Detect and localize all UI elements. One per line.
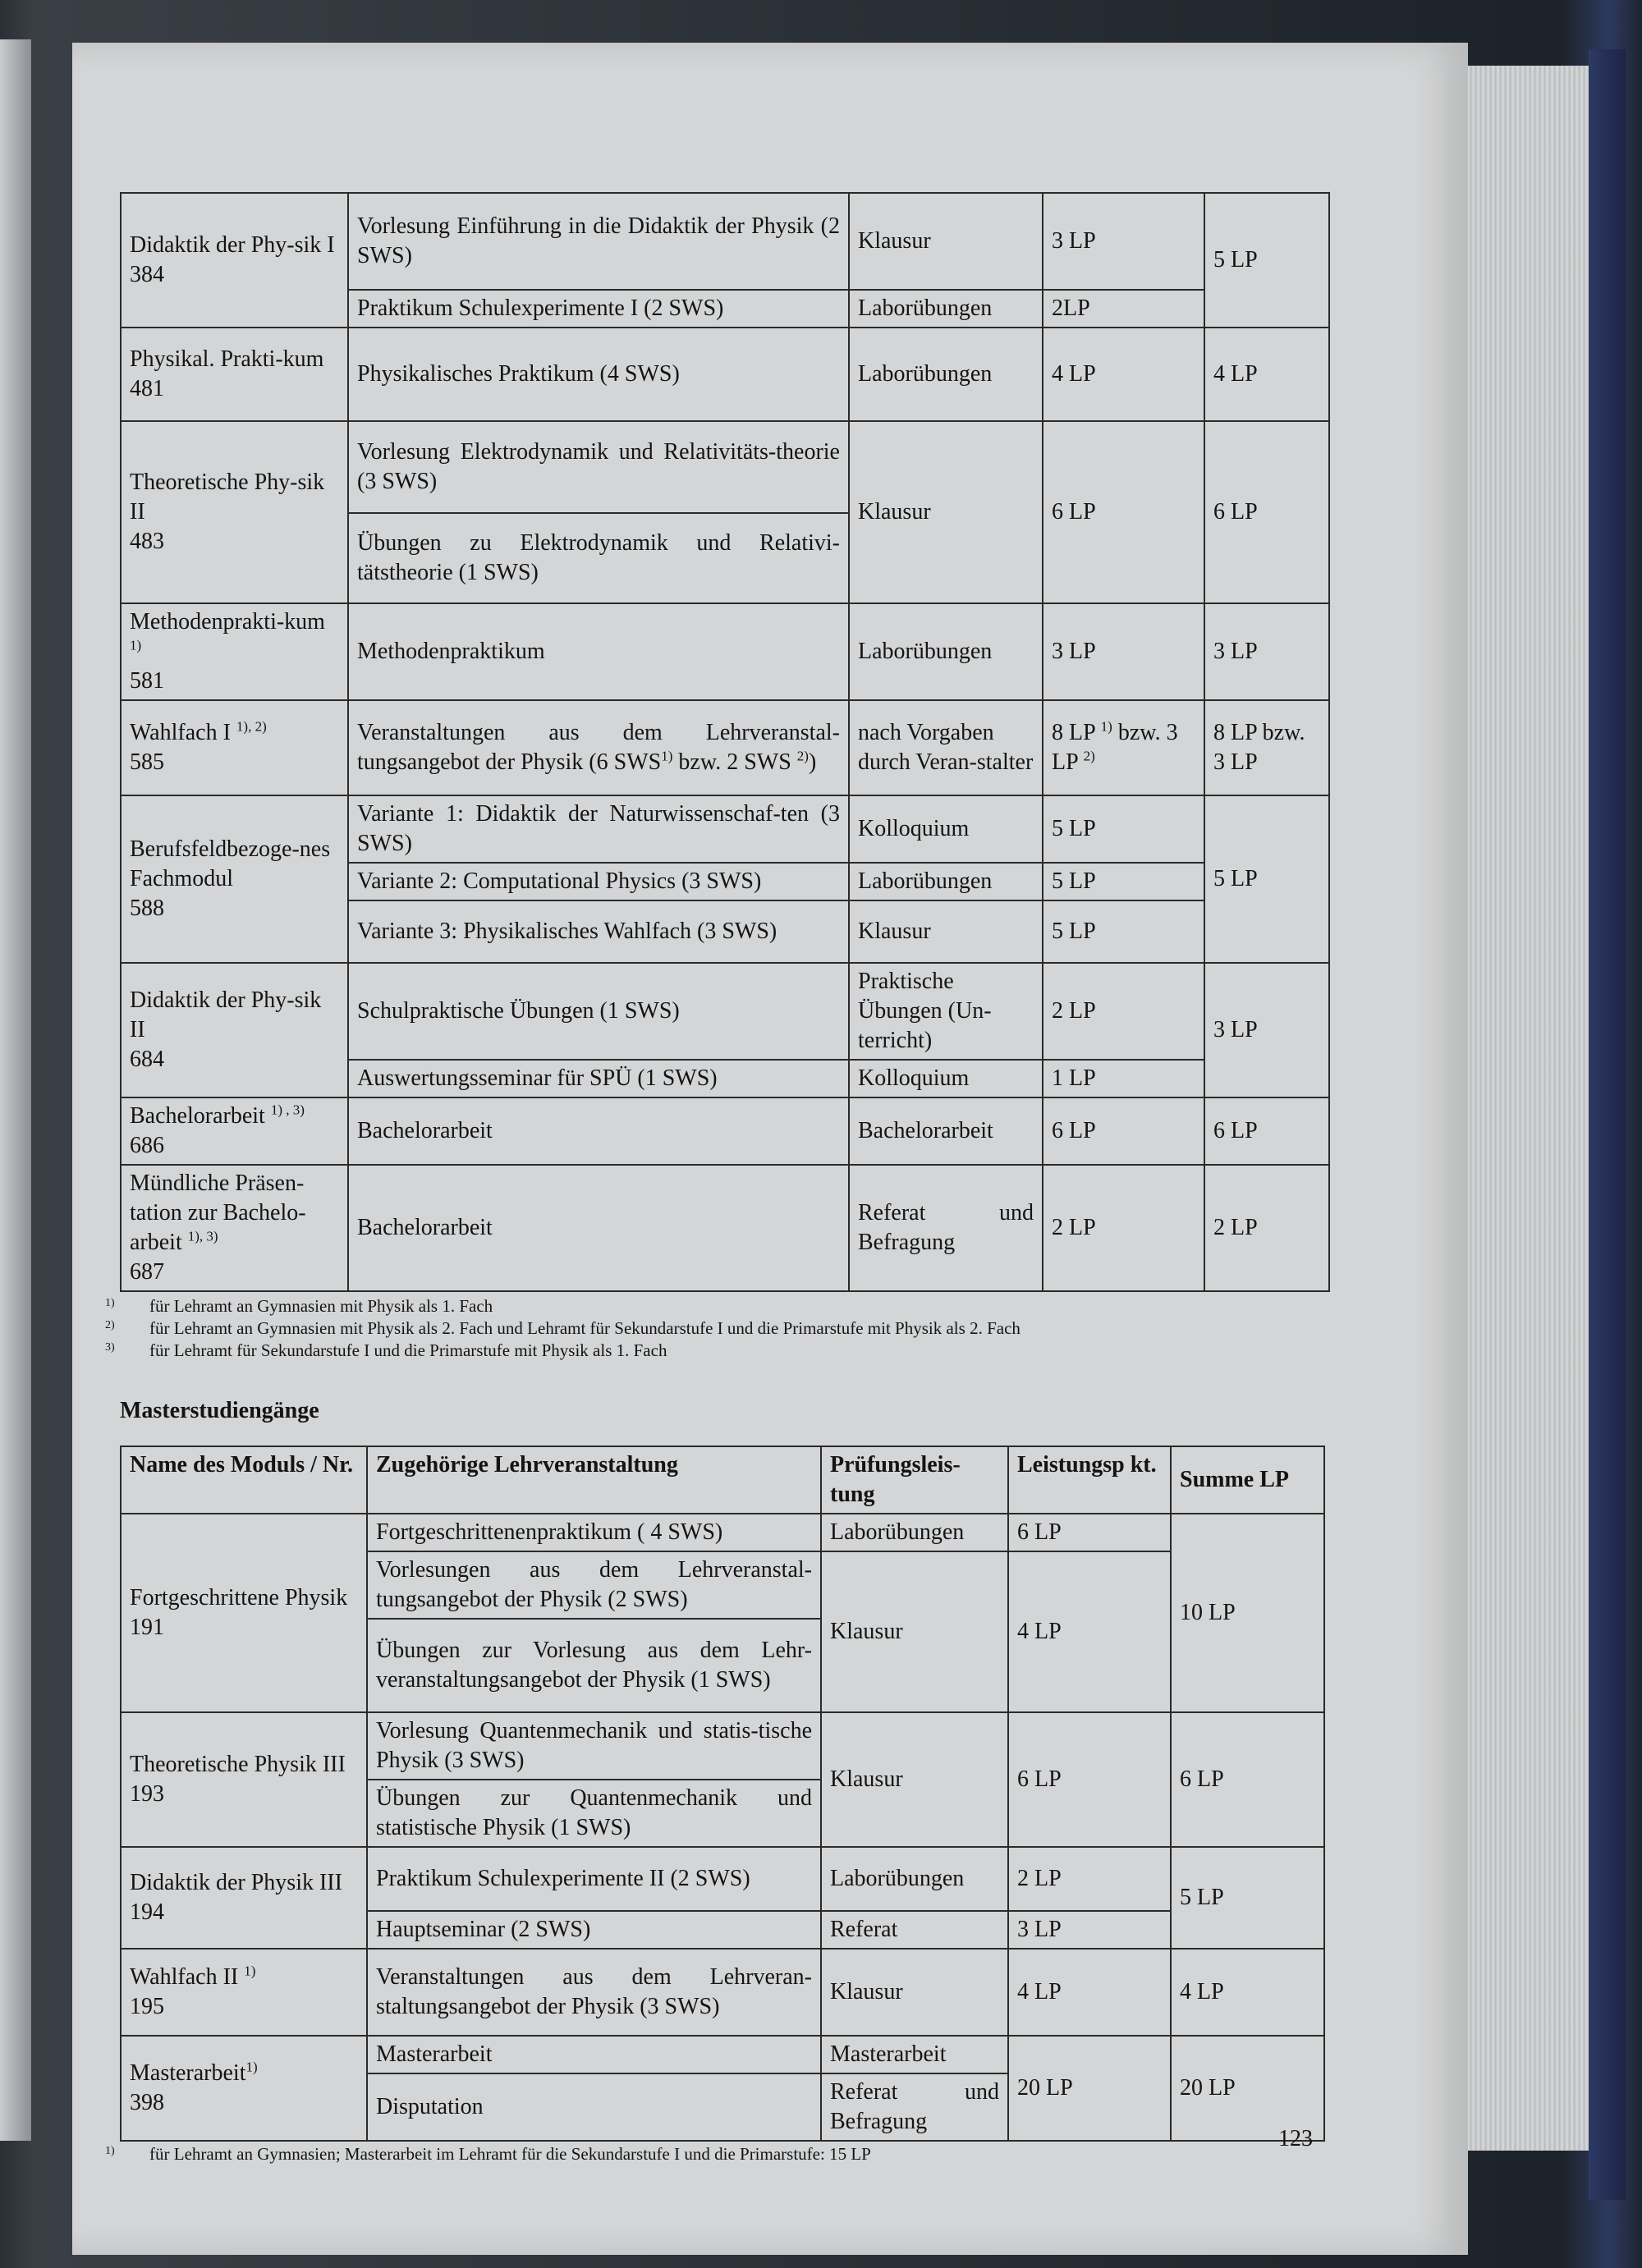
module-cell: Didaktik der Phy-sik II 684 [121,963,348,1097]
table-row [121,421,1329,513]
module-cell: Wahlfach II $^{1)}$ 195 [121,1949,367,2036]
footnote: 1) für Lehramt an Gymnasien mit Physik als 1. Fach [105,1296,493,1316]
lp-cell: 3 LP [1043,193,1204,290]
course-cell: Vorlesungen aus dem Lehrveranstal-tungsangebot der Physik (2 SWS) [367,1551,821,1619]
course-cell: Schulpraktische Übungen (1 SWS) [348,963,849,1060]
exam-cell: Laborübungen [849,603,1043,700]
table-row [121,700,1329,795]
header-course: Zugehörige Lehrveranstaltung [367,1446,821,1514]
header-lp: Leistungsp kt. [1008,1446,1171,1514]
lp-cell: 1 LP [1043,1060,1204,1097]
lp-cell: 4 LP [1008,1551,1171,1712]
exam-cell: Laborübungen [849,328,1043,421]
course-cell: Physikalisches Praktikum (4 SWS) [348,328,849,421]
lp-cell: 3 LP [1043,603,1204,700]
module-cell: Didaktik der Phy-sik I 384 [121,193,348,328]
course-cell: Übungen zur Vorlesung aus dem Lehr-veranstaltungsangebot der Physik (1 SWS) [367,1619,821,1712]
exam-cell: Masterarbeit [821,2036,1008,2073]
sum-cell: 20 LP [1171,2036,1324,2141]
sum-cell: 10 LP [1171,1514,1324,1712]
book-cover [1589,49,1626,2200]
course-cell: Vorlesung Einführung in die Didaktik der Physik (2 SWS) [348,193,849,290]
exam-cell: Bachelorarbeit [849,1097,1043,1165]
sum-cell: 4 LP [1204,328,1329,421]
course-cell: Vorlesung Elektrodynamik und Relativitäts-theorie (3 SWS) [348,421,849,513]
course-cell: Fortgeschrittenenpraktikum ( 4 SWS) [367,1514,821,1551]
page-stack-edge [1461,66,1593,2151]
course-cell: Auswertungsseminar für SPÜ (1 SWS) [348,1060,849,1097]
table-row [121,1847,1324,1911]
master-module-table [120,1446,1325,2142]
exam-cell: Praktische Übungen (Un-terricht) [849,963,1043,1060]
exam-cell: Referat und Befragung [821,2073,1008,2141]
exam-cell: Klausur [849,900,1043,963]
facing-page-edge [0,39,31,2141]
lp-cell: 6 LP [1043,421,1204,603]
table-row [121,1514,1324,1551]
table-row [121,1712,1324,1780]
module-cell: Theoretische Phy-sik II 483 [121,421,348,603]
course-cell: Übungen zur Quantenmechanik und statistische Physik (1 SWS) [367,1780,821,1847]
module-cell: Methodenprakti-kum $^{1)}$ 581 [121,603,348,700]
lp-cell: 8 LP $^{1)}$ bzw. 3 LP $^{2)}$ [1043,700,1204,795]
page-number: 123 [1278,2126,1313,2151]
course-cell: Übungen zu Elektrodynamik und Relativi-tätstheorie (1 SWS) [348,513,849,603]
lp-cell: 4 LP [1008,1949,1171,2036]
exam-cell: Referat und Befragung [849,1165,1043,1291]
lp-cell: 5 LP [1043,900,1204,963]
sum-cell: 3 LP [1204,963,1329,1097]
exam-cell: Kolloquium [849,1060,1043,1097]
exam-cell: Laborübungen [849,290,1043,328]
lp-cell: 6 LP [1043,1097,1204,1165]
lp-cell: 20 LP [1008,2036,1171,2141]
lp-cell: 2 LP [1043,1165,1204,1291]
header-module: Name des Moduls / Nr. [121,1446,367,1514]
lp-cell: 2 LP [1043,963,1204,1060]
course-cell: Variante 3: Physikalisches Wahlfach (3 SWS) [348,900,849,963]
course-cell: Praktikum Schulexperimente I (2 SWS) [348,290,849,328]
lp-cell: 2LP [1043,290,1204,328]
footnote: 2) für Lehramt an Gymnasien mit Physik als 2. Fach und Lehramt für Sekundarstufe I und die Primarstufe mit Physik als 2. Fach [105,1318,1021,1338]
course-cell: Variante 1: Didaktik der Naturwissenschaf-ten (3 SWS) [348,795,849,863]
course-cell: Veranstaltungen aus dem Lehrveranstal-tungsangebot der Physik (6 SWS$^{1)}$ bzw. 2 SWS $^{2)}$) [348,700,849,795]
lp-cell: 5 LP [1043,863,1204,900]
sum-cell: 4 LP [1171,1949,1324,2036]
sum-cell: 8 LP bzw. 3 LP [1204,700,1329,795]
lp-cell: 4 LP [1043,328,1204,421]
sum-cell: 2 LP [1204,1165,1329,1291]
exam-cell: Klausur [821,1712,1008,1847]
exam-cell: Referat [821,1911,1008,1949]
section-title: Masterstudiengänge [120,1398,319,1423]
module-cell: Berufsfeldbezoge-nes Fachmodul 588 [121,795,348,963]
lp-cell: 3 LP [1008,1911,1171,1949]
course-cell: Masterarbeit [367,2036,821,2073]
lp-cell: 6 LP [1008,1514,1171,1551]
header-sum: Summe LP [1171,1446,1324,1514]
table-row [121,795,1329,863]
course-cell: Veranstaltungen aus dem Lehrveran-staltungsangebot der Physik (3 SWS) [367,1949,821,2036]
footnote: 3) für Lehramt für Sekundarstufe I und die Primarstufe mit Physik als 1. Fach [105,1340,667,1360]
lp-cell: 5 LP [1043,795,1204,863]
table-row [121,2036,1324,2073]
table-row [121,328,1329,421]
module-cell: Didaktik der Physik III 194 [121,1847,367,1949]
exam-cell: Laborübungen [821,1514,1008,1551]
exam-cell: Laborübungen [821,1847,1008,1911]
sum-cell: 6 LP [1204,1097,1329,1165]
module-cell: Masterarbeit$^{1)}$ 398 [121,2036,367,2141]
sum-cell: 6 LP [1204,421,1329,603]
module-cell: Mündliche Präsen-tation zur Bachelo-arbeit $^{1), 3)}$ 687 [121,1165,348,1291]
course-cell: Hauptseminar (2 SWS) [367,1911,821,1949]
table-row [121,963,1329,1060]
sum-cell: 5 LP [1204,795,1329,963]
lp-cell: 2 LP [1008,1847,1171,1911]
exam-cell: Kolloquium [849,795,1043,863]
page-content [105,192,1328,2165]
sum-cell: 5 LP [1204,193,1329,328]
sum-cell: 3 LP [1204,603,1329,700]
table-row [121,1097,1329,1165]
table-row [121,193,1329,290]
exam-cell: nach Vorgaben durch Veran-stalter [849,700,1043,795]
module-cell: Fortgeschrittene Physik 191 [121,1514,367,1712]
course-cell: Methodenpraktikum [348,603,849,700]
course-cell: Variante 2: Computational Physics (3 SWS) [348,863,849,900]
exam-cell: Laborübungen [849,863,1043,900]
table-row [121,603,1329,700]
bachelor-footnotes [105,1295,1328,1362]
sum-cell: 6 LP [1171,1712,1324,1847]
course-cell: Disputation [367,2073,821,2141]
table-header-row [121,1446,1324,1514]
exam-cell: Klausur [821,1949,1008,2036]
module-cell: Theoretische Physik III 193 [121,1712,367,1847]
bachelor-module-table [120,192,1330,1292]
course-cell: Vorlesung Quantenmechanik und statis-tische Physik (3 SWS) [367,1712,821,1780]
master-footnote: 1) für Lehramt an Gymnasien; Masterarbeit im Lehramt für die Sekundarstufe I und die Primarstufe: 15 LP [105,2144,871,2164]
module-cell: Wahlfach I $^{1), 2)}$ 585 [121,700,348,795]
exam-cell: Klausur [821,1551,1008,1712]
sum-cell: 5 LP [1171,1847,1324,1949]
table-row [121,1949,1324,2036]
course-cell: Praktikum Schulexperimente II (2 SWS) [367,1847,821,1911]
exam-cell: Klausur [849,193,1043,290]
exam-cell: Klausur [849,421,1043,603]
header-exam: Prüfungsleis-tung [821,1446,1008,1514]
table-row [121,1165,1329,1291]
lp-cell: 6 LP [1008,1712,1171,1847]
module-cell: Bachelorarbeit $^{1) , 3)}$ 686 [121,1097,348,1165]
course-cell: Bachelorarbeit [348,1165,849,1291]
course-cell: Bachelorarbeit [348,1097,849,1165]
module-cell: Physikal. Prakti-kum 481 [121,328,348,421]
